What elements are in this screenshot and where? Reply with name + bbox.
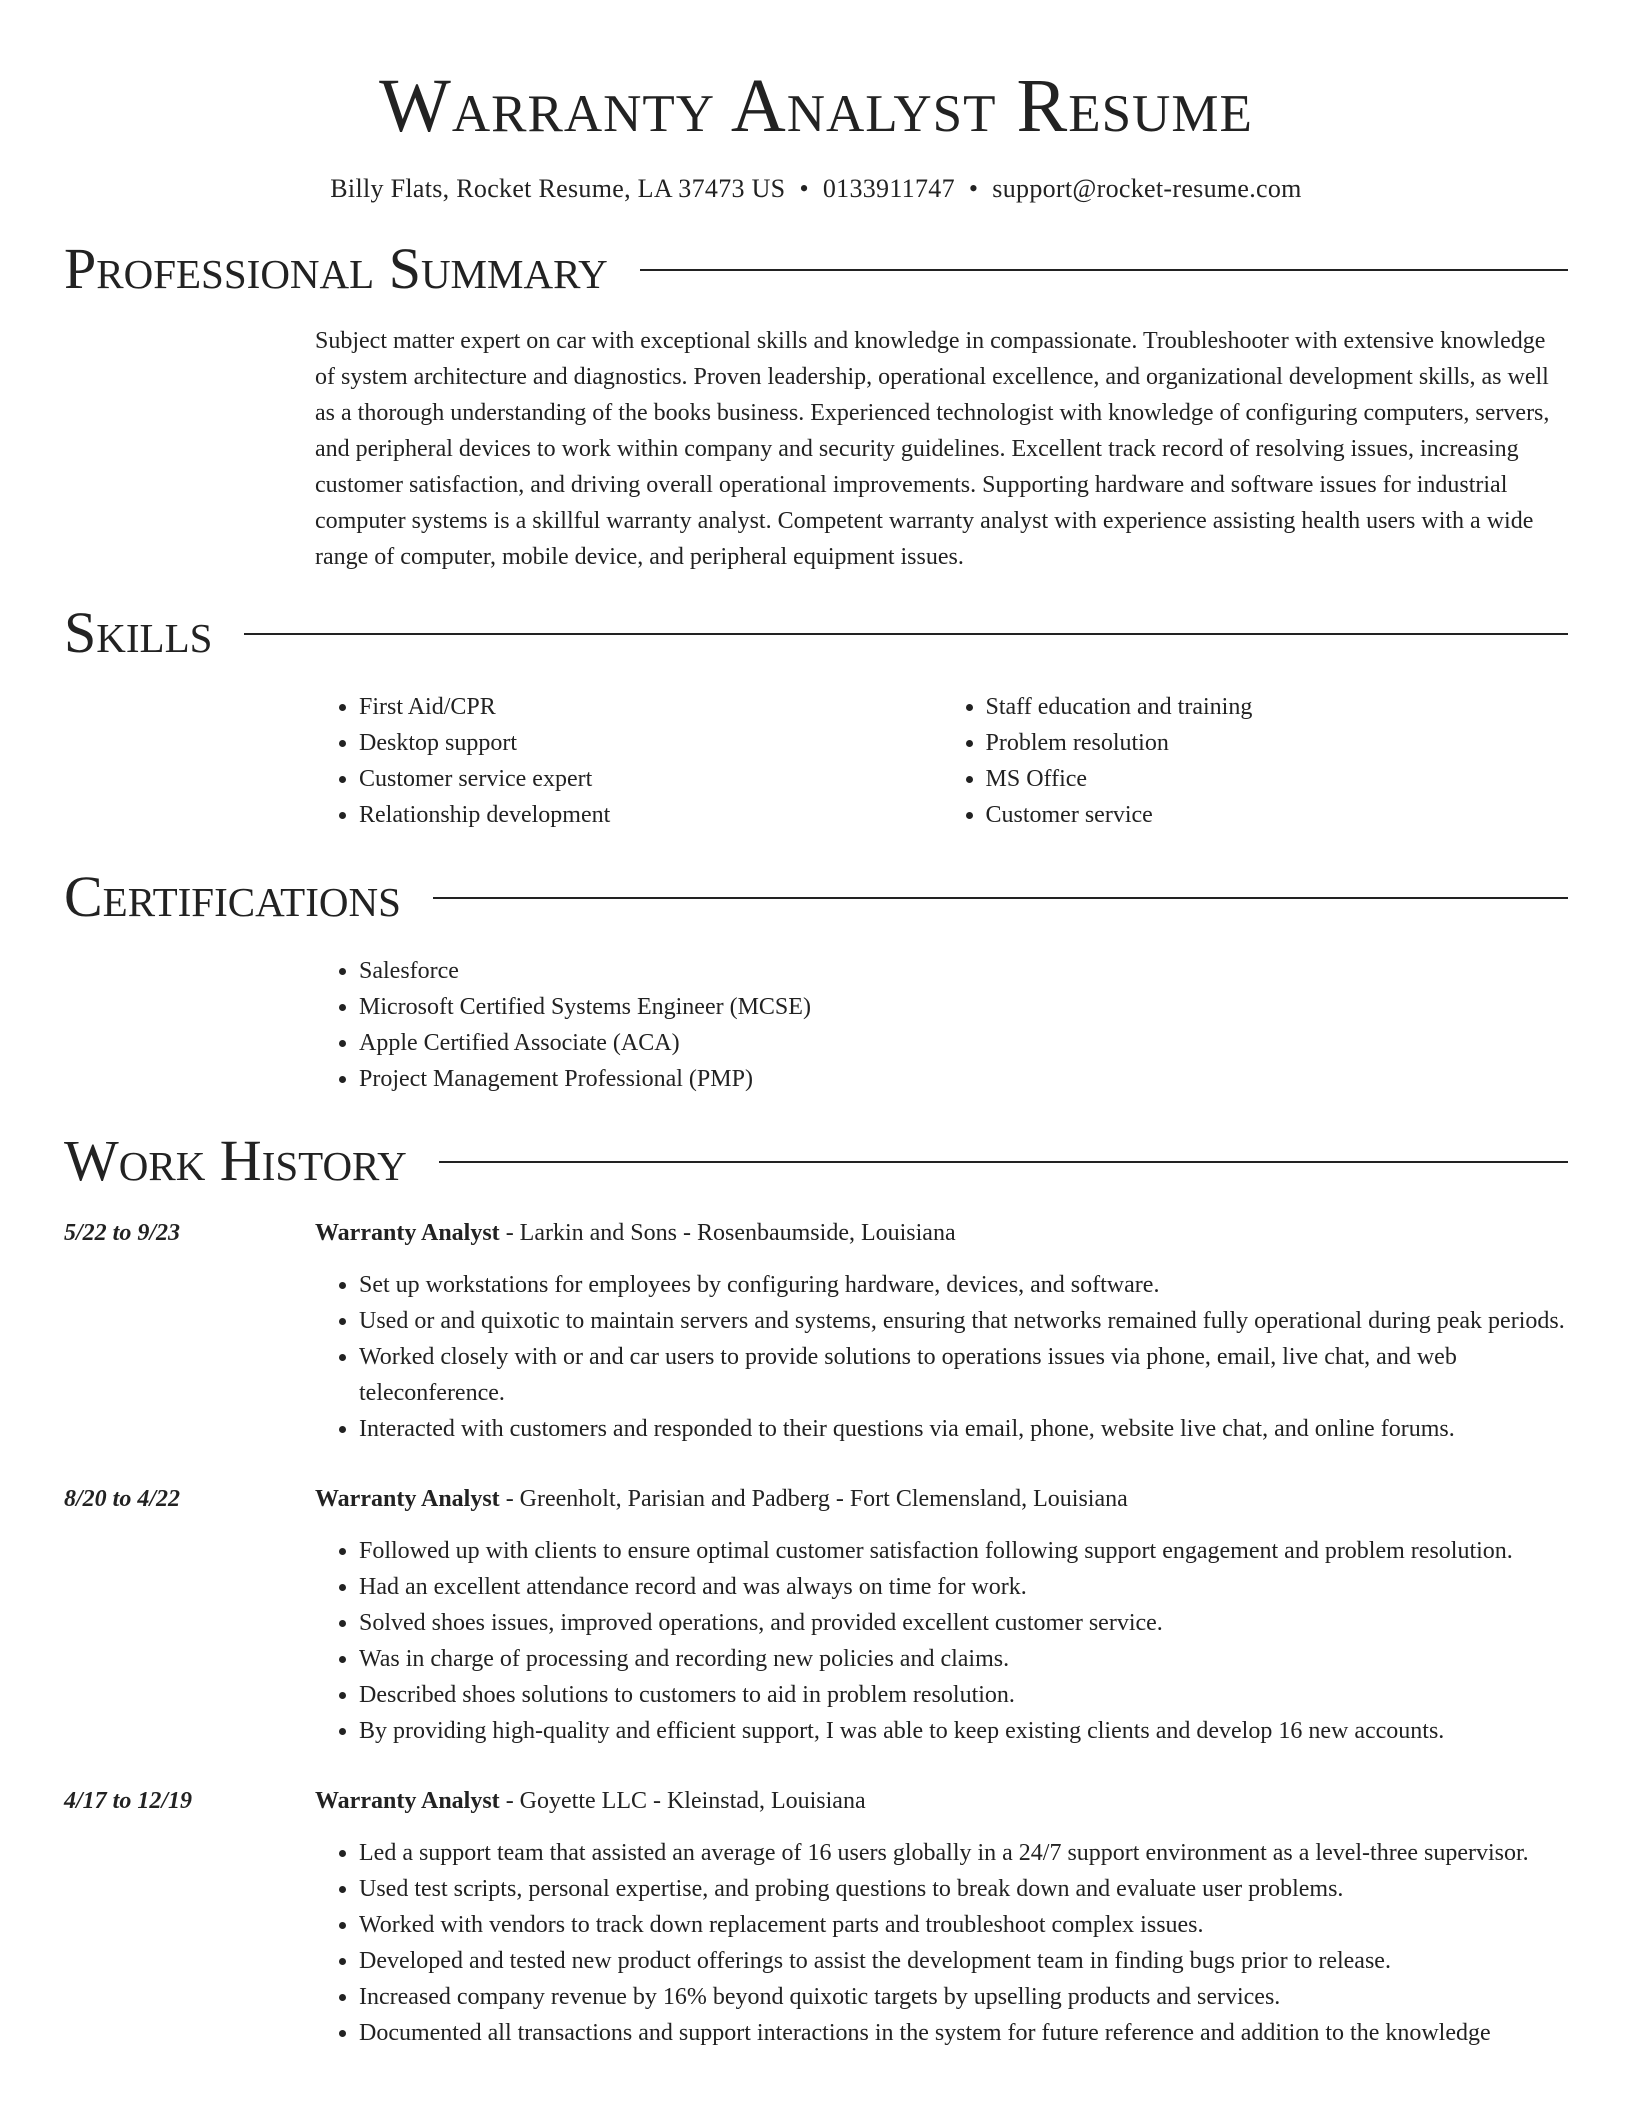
certification-item: • Project Management Professional (PMP): [359, 1061, 1568, 1097]
skill-item: • Customer service: [986, 797, 1569, 833]
job-header: [315, 1215, 1568, 1251]
job-entry: [64, 1481, 1568, 1749]
job-dates: 4/17 to 12/19: [64, 1788, 193, 1814]
skills-section-header: [64, 600, 1568, 665]
job-duty: • Set up workstations for employees by configuring hardware, devices, and software.: [359, 1267, 1568, 1303]
skill-item: • First Aid/CPR: [359, 689, 942, 725]
section-divider: [244, 633, 1568, 635]
job-duties: [315, 1835, 1568, 2051]
job-body: [315, 1783, 1568, 2051]
skills-list-right: [942, 689, 1569, 833]
job-title: Warranty Analyst: [315, 1788, 500, 1814]
summary-heading: Professional Summary: [64, 236, 608, 301]
skill-item: • Desktop support: [359, 725, 942, 761]
certifications-heading: Certifications: [64, 864, 401, 929]
skill-item: • Relationship development: [359, 797, 942, 833]
job-dates: 8/20 to 4/22: [64, 1486, 181, 1512]
job-duty: • Solved shoes issues, improved operations, and provided excellent customer service.: [359, 1605, 1568, 1641]
summary-section-header: [64, 236, 1568, 301]
resume-title: Warranty Analyst Resume: [379, 64, 1253, 148]
job-dates: 5/22 to 9/23: [64, 1220, 181, 1246]
job-duty: • Developed and tested new product offerings to assist the development team in finding bugs prior to release.: [359, 1943, 1568, 1979]
summary-body: [315, 323, 1568, 575]
job-title: Warranty Analyst: [315, 1220, 500, 1246]
job-header: [315, 1783, 1568, 1819]
job-duty: • Documented all transactions and support interactions in the system for future reference and addition to the knowledge: [359, 2015, 1568, 2051]
skill-item: • MS Office: [986, 761, 1569, 797]
job-duty: • Increased company revenue by 16% beyond quixotic targets by upselling products and services.: [359, 1979, 1568, 2015]
contact-phone: 0133911747: [822, 174, 955, 203]
job-duty: • Had an excellent attendance record and was always on time for work.: [359, 1569, 1568, 1605]
skills-grid: [315, 689, 1568, 833]
skill-item: • Staff education and training: [986, 689, 1569, 725]
certifications-body: [315, 953, 1568, 1097]
work-section-header: [64, 1128, 1568, 1193]
job-body: [315, 1481, 1568, 1749]
contact-separator: •: [968, 174, 979, 203]
job-duty: • Described shoes solutions to customers to aid in problem resolution.: [359, 1677, 1568, 1713]
job-duty: • Was in charge of processing and recording new policies and claims.: [359, 1641, 1568, 1677]
certification-item: • Apple Certified Associate (ACA): [359, 1025, 1568, 1061]
skills-list-left: [315, 689, 942, 833]
job-employer: - Goyette LLC - Kleinstad, Louisiana: [499, 1788, 866, 1814]
job-duties: [315, 1267, 1568, 1447]
contact-email: support@rocket-resume.com: [992, 174, 1302, 203]
certifications-section-header: [64, 864, 1568, 929]
job-duty: • Interacted with customers and responded to their questions via email, phone, website live chat, and online forums.: [359, 1411, 1568, 1447]
job-entry: [64, 1215, 1568, 1447]
job-entry: [64, 1783, 1568, 2051]
job-employer: - Larkin and Sons - Rosenbaumside, Louisiana: [499, 1220, 956, 1246]
job-duty: • Worked closely with or and car users to provide solutions to operations issues via phone, email, live chat, and web teleconference.: [359, 1339, 1568, 1411]
contact-separator: •: [799, 174, 809, 203]
certification-item: • Salesforce: [359, 953, 1568, 989]
summary-text: Subject matter expert on car with exceptional skills and knowledge in compassionate. Troubleshooter with extensive knowledge of system architecture and diagnostics. Proven leadership, operational excellence, and organizational development skills, as well as a thorough understanding of the books business. Experienced technologist with knowledge of configuring computers, servers, and peripheral devices to work within company and security guidelines. Excellent track record of resolving issues, increasing customer satisfaction, and driving overall operational improvements. Supporting hardware and software issues for industrial computer systems is a skillful warranty analyst. Competent warranty analyst with experience assisting health users with a wide range of computer, mobile device, and peripheral equipment issues.: [315, 328, 1550, 570]
skills-heading: Skills: [64, 600, 213, 665]
skill-item: • Problem resolution: [986, 725, 1569, 761]
section-divider: [640, 269, 1568, 271]
certification-item: • Microsoft Certified Systems Engineer (MCSE): [359, 989, 1568, 1025]
job-duties: [315, 1533, 1568, 1749]
job-duty: • Used test scripts, personal expertise, and probing questions to break down and evaluate user problems.: [359, 1871, 1568, 1907]
section-divider: [433, 897, 1568, 899]
section-divider: [439, 1161, 1568, 1163]
job-body: [315, 1215, 1568, 1447]
job-duty: • Used or and quixotic to maintain servers and systems, ensuring that networks remained fully operational during peak periods.: [359, 1303, 1568, 1339]
job-duty: • Worked with vendors to track down replacement parts and troubleshoot complex issues.: [359, 1907, 1568, 1943]
contact-address: Billy Flats, Rocket Resume, LA 37473 US: [330, 174, 786, 203]
certifications-list: [315, 953, 1568, 1097]
work-heading: Work History: [64, 1128, 407, 1193]
contact-line: [64, 172, 1568, 206]
job-duty: • By providing high-quality and efficient support, I was able to keep existing clients and develop 16 new accounts.: [359, 1713, 1568, 1749]
job-title: Warranty Analyst: [315, 1486, 500, 1512]
skill-item: • Customer service expert: [359, 761, 942, 797]
job-employer: - Greenholt, Parisian and Padberg - Fort Clemensland, Louisiana: [499, 1486, 1128, 1512]
job-duty: • Led a support team that assisted an average of 16 users globally in a 24/7 support environment as a level-three supervisor.: [359, 1835, 1568, 1871]
job-header: [315, 1481, 1568, 1517]
job-duty: • Followed up with clients to ensure optimal customer satisfaction following support engagement and problem resolution.: [359, 1533, 1568, 1569]
